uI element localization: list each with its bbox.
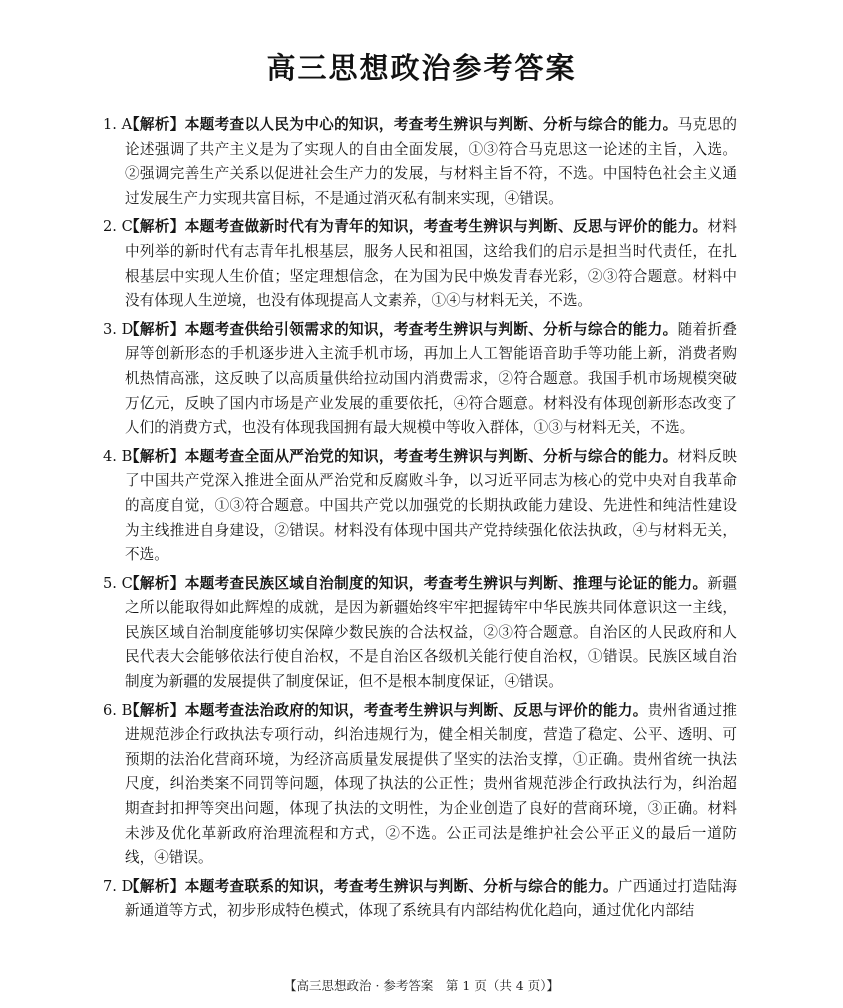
answer-heading: 【解析】本题考查以人民为中心的知识，考查考生辨识与判断、分析与综合的能力。: [125, 116, 678, 133]
answer-explanation: 新疆之所以能取得如此辉煌的成就，是因为新疆始终牢牢把握铸牢中华民族共同体意识这一主线，民族区域自治制度能够切实保障少数民族的合法权益，②③符合题意。自治区的人民政府和人民代表大会能够依法行使自治权，不是自治区各级机关能行使自治权，①错误。民族区域自治制度为新疆的发展提供了制度保证，但不是根本制度保证，④错误。: [125, 574, 737, 691]
answer-heading: 【解析】本题考查供给引领需求的知识，考查考生辨识与判断、分析与综合的能力。: [125, 320, 678, 338]
answer-body: [125, 215, 737, 313]
answer-body: [125, 875, 737, 924]
answer-item: [103, 445, 737, 568]
answer-heading: 【解析】本题考查全面从严治党的知识，考查考生辨识与判断、分析与综合的能力。: [125, 447, 678, 465]
answer-item: [103, 699, 737, 871]
answer-item: [103, 318, 737, 441]
answer-heading: 【解析】本题考查联系的知识，考查考生辨识与判断、分析与综合的能力。: [125, 877, 618, 895]
answer-explanation: 马克思的论述强调了共产主义是为了实现人的自由全面发展，①③符合马克思这一论述的主旨，入选。②强调完善生产关系以促进社会生产力的发展，与材料主旨不符，不选。中国特色社会主义通过发展生产力实现共富目标，不是通过消灭私有制来实现，④错误。: [125, 116, 737, 207]
answer-number: 6. B: [103, 701, 133, 719]
page-title: 高三思想政治参考答案: [266, 51, 577, 85]
answer-explanation: 材料反映了中国共产党深入推进全面从严治党和反腐败斗争，以习近平同志为核心的党中央对自我革命的高度自觉，①③符合题意。中国共产党以加强党的长期执政能力建设、先进性和纯洁性建设为主线推进自身建设，②错误。材料没有体现中国共产党持续强化依法执政，④与材料无关，不选。: [125, 447, 737, 564]
answer-heading: 【解析】本题考查做新时代有为青年的知识，考查考生辨识与判断、反思与评价的能力。: [125, 218, 708, 236]
answer-body: [125, 113, 737, 211]
answer-item: [103, 113, 737, 211]
page-footer: 【高三思想政治 · 参考答案 第 1 页（共 4 页）】: [284, 978, 559, 993]
answer-number: 2. C: [103, 218, 133, 236]
answer-number: 7. D: [103, 877, 134, 895]
answer-explanation: 材料中列举的新时代有志青年扎根基层，服务人民和祖国，这给我们的启示是担当时代责任，在扎根基层中实现人生价值；坚定理想信念，在为国为民中焕发青春光彩，②③符合题意。材料中没有体现人生逆境，也没有体现提高人文素养，①④与材料无关，不选。: [125, 218, 737, 310]
answer-heading: 【解析】本题考查法治政府的知识，考查考生辨识与判断、反思与评价的能力。: [125, 701, 648, 719]
answer-body: [125, 572, 737, 695]
answer-list: [103, 113, 737, 928]
answer-item: [103, 875, 737, 924]
answer-number: 1. A: [103, 116, 133, 133]
answer-body: [125, 445, 737, 568]
answer-number: 4. B: [103, 447, 133, 465]
answer-body: [125, 699, 737, 871]
answer-item: [103, 572, 737, 695]
answer-explanation: 广西通过打造陆海新通道等方式，初步形成特色模式，体现了系统具有内部结构优化趋向，通过优化内部结: [125, 877, 737, 920]
answer-number: 3. D: [103, 320, 134, 338]
answer-number: 5. C: [103, 574, 133, 592]
answer-explanation: 随着折叠屏等创新形态的手机逐步进入主流手机市场，再加上人工智能语音助手等功能上新，消费者购机热情高涨，这反映了以高质量供给拉动国内消费需求，②符合题意。我国手机市场规模突破万亿元，反映了国内市场是产业发展的重要依托，④符合题意。材料没有体现创新形态改变了人们的消费方式，也没有体现我国拥有最大规模中等收入群体，①③与材料无关，不选。: [125, 320, 737, 437]
answer-explanation: 贵州省通过推进规范涉企行政执法专项行动，纠治违规行为，健全相关制度，营造了稳定、公平、透明、可预期的法治化营商环境，为经济高质量发展提供了坚实的法治支撑，①正确。贵州省统一执法尺度，纠治类案不同罚等问题，体现了执法的公正性；贵州省规范涉企行政执法行为，纠治超期查封扣押等突出问题，体现了执法的文明性，为企业创造了良好的营商环境，③正确。材料未涉及优化革新政府治理流程和方式，②不选。公正司法是维护社会公平正义的最后一道防线，④错误。: [125, 701, 737, 867]
answer-heading: 【解析】本题考查民族区域自治制度的知识，考查考生辨识与判断、推理与论证的能力。: [125, 574, 708, 592]
answer-item: [103, 215, 737, 313]
answer-body: [125, 318, 737, 441]
